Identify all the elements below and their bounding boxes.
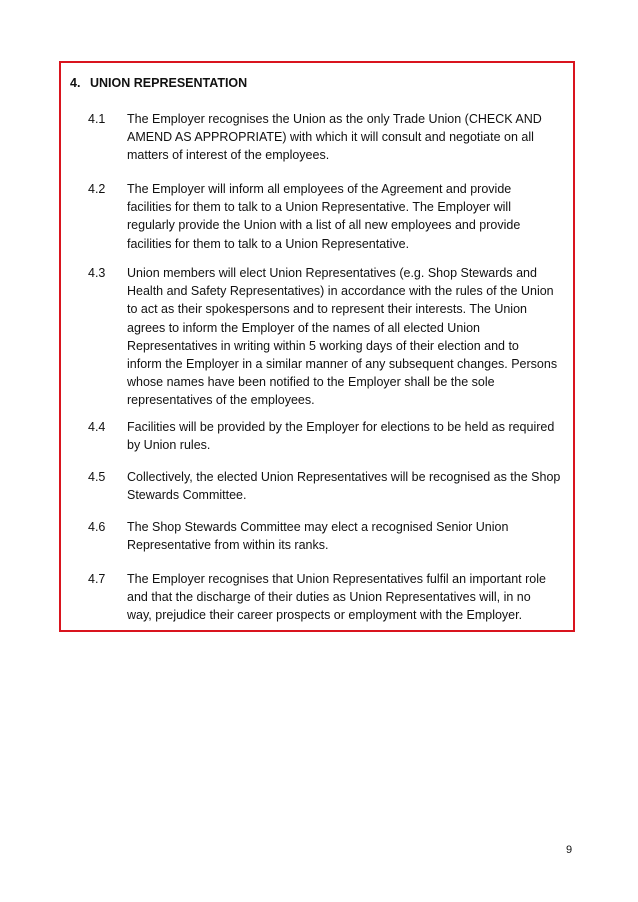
clause-text (127, 518, 573, 554)
clause-line: Representative from within its ranks. (127, 538, 329, 553)
clause-line: The Employer will inform all employees of the Agreement and provide (127, 182, 512, 196)
clause-line: The Employer recognises the Union as the only Trade Union (CHECK AND (127, 112, 542, 126)
clause-line: Facilities will be provided by the Employer for elections to be held as required (127, 420, 555, 434)
clause-line: Health and Safety Representatives) in accordance with the rules of the Union (127, 284, 554, 299)
clause-line: facilities for them to talk to a Union Representative. (127, 236, 410, 251)
clause-text (127, 180, 573, 253)
clause-text (127, 418, 573, 454)
clause-text (127, 570, 573, 625)
section-number: 4. (70, 76, 81, 90)
clause-line: facilities for them to talk to a Union Representative. The Employer will (127, 200, 511, 215)
clause-line: way, prejudice their career prospects or employment with the Employer. (127, 608, 523, 623)
page-number: 9 (566, 844, 573, 856)
clause-line: and that the discharge of their duties as Union Representatives will, in no (127, 590, 531, 605)
clause-line: Stewards Committee. (127, 488, 247, 503)
clause-number: 4.2 (88, 182, 106, 196)
clause-line: representatives of the employees. (127, 393, 315, 408)
clause-line: whose names have been notified to the Employer shall be the sole (127, 375, 495, 390)
clause-line: Representatives in writing within 5 working days of their election and to (127, 338, 519, 353)
clause-line: agrees to inform the Employer of the names of all elected Union (127, 320, 480, 335)
clause-line: The Shop Stewards Committee may elect a recognised Senior Union (127, 520, 509, 534)
clause-text (127, 468, 573, 504)
clause-line: to act as their spokespersons and to represent their interests. The Union (127, 302, 527, 317)
clause-line: Union members will elect Union Representatives (e.g. Shop Stewards and (127, 266, 537, 280)
clause-text (127, 264, 573, 410)
clause-number: 4.4 (88, 420, 106, 434)
clause-line: AMEND AS APPROPRIATE) with which it will consult and negotiate on all (127, 130, 534, 145)
clause-line: by Union rules. (127, 438, 211, 453)
clause-number: 4.7 (88, 572, 106, 586)
clause-number: 4.1 (88, 112, 106, 126)
clause-text (127, 110, 573, 165)
section-heading (70, 76, 247, 90)
clause-line: matters of interest of the employees. (127, 148, 330, 163)
clause-line: regularly provide the Union with a list of all new employees and provide (127, 218, 521, 233)
section-title: UNION REPRESENTATION (90, 76, 248, 90)
clause-line: inform the Employer in a similar manner of any subsequent changes. Persons (127, 357, 558, 372)
clause-number: 4.6 (88, 520, 106, 534)
clause-line: Collectively, the elected Union Representatives will be recognised as the Shop (127, 470, 561, 484)
clause-number: 4.5 (88, 470, 106, 484)
clause-line: The Employer recognises that Union Representatives fulfil an important role (127, 572, 546, 586)
clause-number: 4.3 (88, 266, 106, 280)
